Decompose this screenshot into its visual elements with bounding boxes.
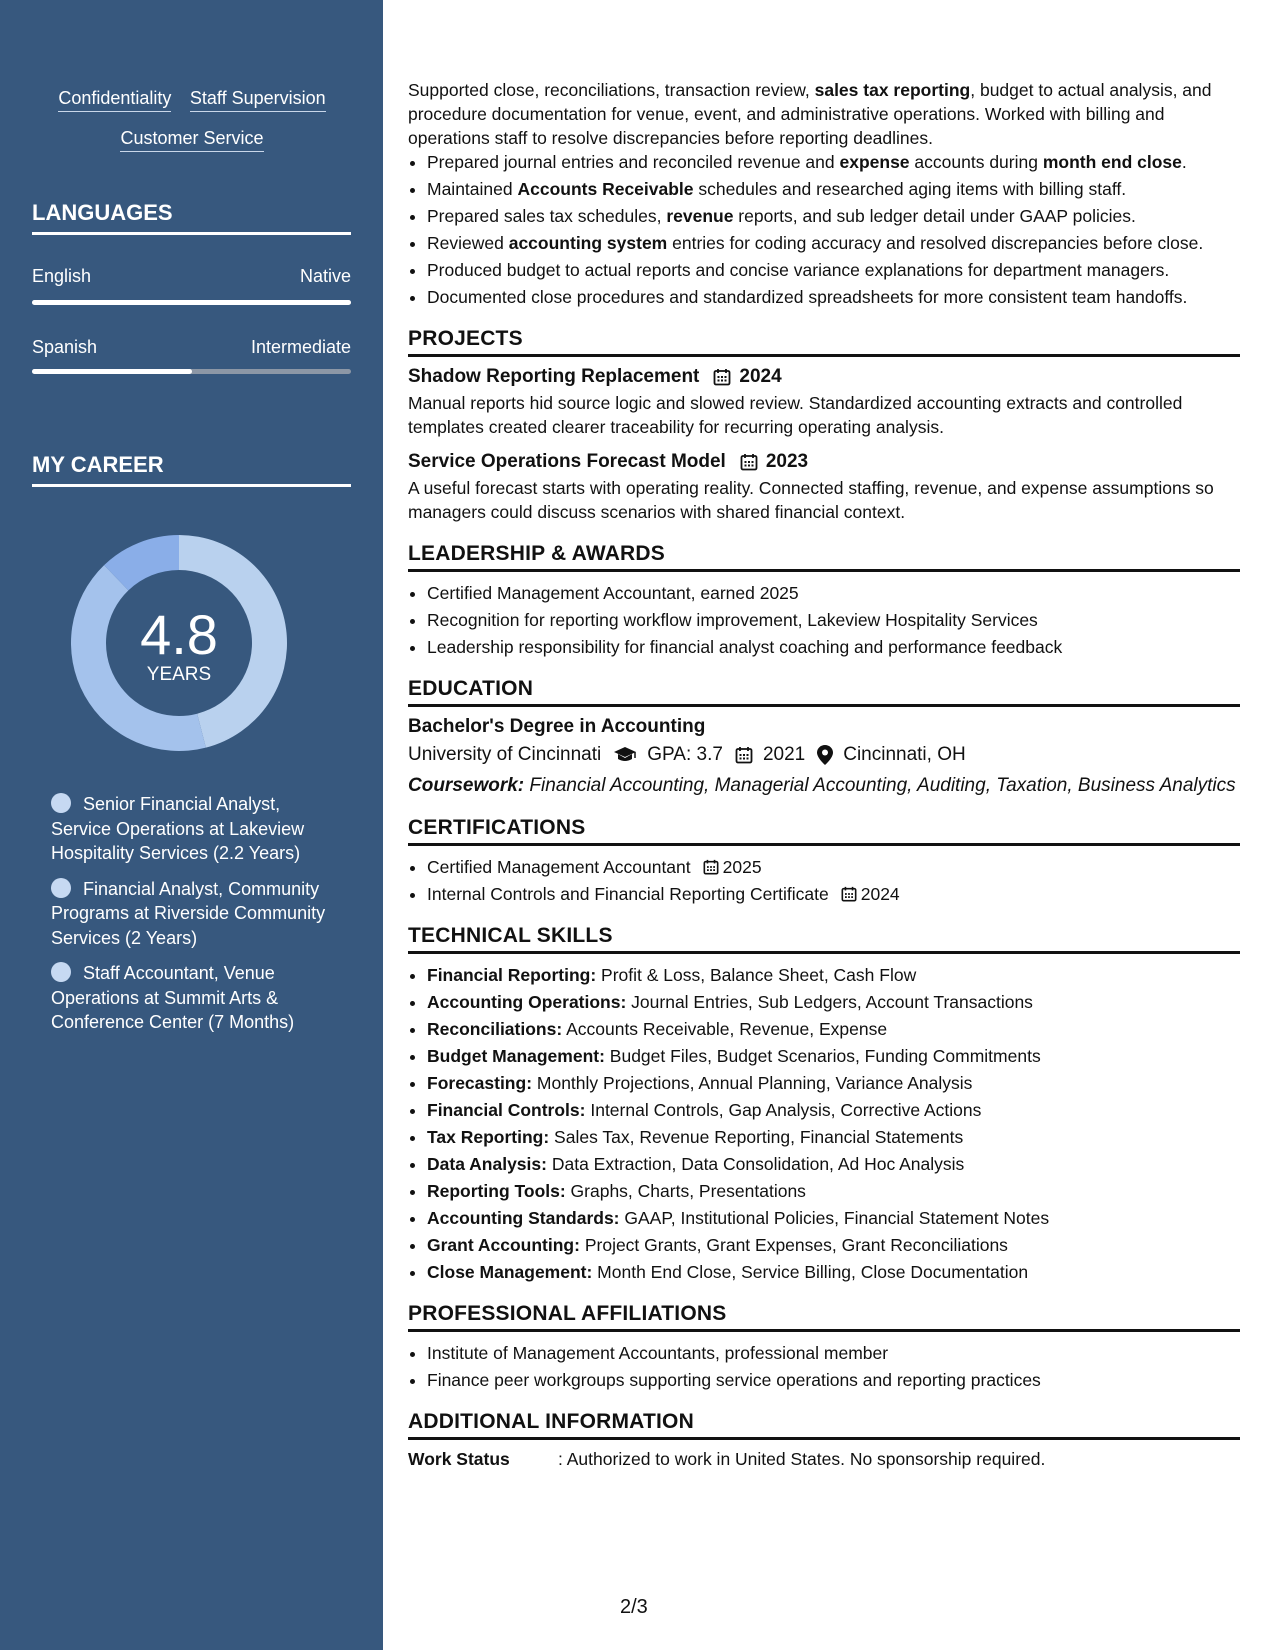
list-item: • Financial Reporting: Profit & Loss, Balance Sheet, Cash Flow [427,963,1240,987]
calendar-icon [713,368,731,386]
main-content [408,78,1240,1470]
additional-info-heading: ADDITIONAL INFORMATION [408,1410,1240,1440]
leadership-heading: LEADERSHIP & AWARDS [408,542,1240,572]
language-bar-fill [32,300,351,305]
list-item: • Internal Controls and Financial Reporting Certificate 2024 [427,882,1240,906]
calendar-icon [735,746,753,764]
technical-skills-heading: TECHNICAL SKILLS [408,924,1240,954]
graduation-year: 2021 [762,744,806,765]
language-name: English [32,266,92,286]
work-status-value: : Authorized to work in United States. No sponsorship required. [558,1449,1046,1469]
list-item: • Certified Management Accountant, earned 2025 [427,581,1240,605]
language-name: Spanish [32,337,98,357]
career-donut [66,530,292,756]
education-heading: EDUCATION [408,677,1240,707]
leadership-list [408,581,1240,659]
skill-tags [32,88,352,168]
list-item: • Close Management: Month End Close, Service Billing, Close Documentation [427,1260,1240,1284]
language-level: Native [299,266,351,286]
list-item: • Reporting Tools: Graphs, Charts, Presentations [427,1179,1240,1203]
career-heading: MY CAREER [32,452,351,487]
list-item: • Reconciliations: Accounts Receivable, Revenue, Expense [427,1017,1240,1041]
certifications-list [408,855,1240,906]
calendar-icon [703,859,719,875]
affiliations-list [408,1341,1240,1392]
career-total-unit: YEARS [146,664,212,685]
list-item: • Tax Reporting: Sales Tax, Revenue Reporting, Financial Statements [427,1125,1240,1149]
languages-heading: LANGUAGES [32,200,351,235]
sidebar [0,0,383,1650]
list-item: • Leadership responsibility for financial analyst coaching and performance feedback [427,635,1240,659]
list-item: • Maintained Accounts Receivable schedules and researched aging items with billing staff. [427,177,1240,201]
coursework: Coursework: Financial Accounting, Managerial Accounting, Auditing, Taxation, Business Analytics [408,775,1236,796]
project-title: Shadow Reporting Replacement 2024 [408,366,782,387]
project-description: A useful forecast starts with operating reality. Connected staffing, revenue, and expense assumptions so managers could discuss scenarios with shared financial context. [408,478,1214,522]
language-row [32,337,351,358]
experience-intro: Supported close, reconciliations, transaction review, sales tax reporting, budget to actual analysis, and procedure documentation for venue, event, and administrative operations. Worked with billing and operations staff to resolve discrepancies before reporting deadlines. [408,80,1212,148]
language-bar [32,369,351,374]
project-year: 2024 [739,366,782,387]
list-item: • Certified Management Accountant 2025 [427,855,1240,879]
bullet-dot-icon [51,962,71,982]
location-pin-icon [817,745,833,765]
experience-bullets [408,150,1240,309]
location: Cincinnati, OH [843,744,966,765]
projects-heading: PROJECTS [408,327,1240,357]
list-item: • Data Analysis: Data Extraction, Data Consolidation, Ad Hoc Analysis [427,1152,1240,1176]
graduation-cap-icon [613,746,637,764]
list-item: • Finance peer workgroups supporting service operations and reporting practices [427,1368,1240,1392]
list-item: • Documented close procedures and standardized spreadsheets for more consistent team handoffs. [427,285,1240,309]
list-item: • Accounting Standards: GAAP, Institutional Policies, Financial Statement Notes [427,1206,1240,1230]
language-row [32,266,351,287]
skill-tag: Confidentiality [58,88,171,112]
skill-tag: Staff Supervision [190,88,326,112]
career-total-value: 4.8 [140,603,218,666]
list-item: • Grant Accounting: Project Grants, Grant Expenses, Grant Reconciliations [427,1233,1240,1257]
affiliations-heading: PROFESSIONAL AFFILIATIONS [408,1302,1240,1332]
list-item: • Prepared sales tax schedules, revenue reports, and sub ledger detail under GAAP policies. [427,204,1240,228]
list-item: • Budget Management: Budget Files, Budget Scenarios, Funding Commitments [427,1044,1240,1068]
list-item: • Recognition for reporting workflow improvement, Lakeview Hospitality Services [427,608,1240,632]
project-year: 2023 [765,451,809,472]
degree-title: Bachelor's Degree in Accounting [408,716,706,737]
certifications-heading: CERTIFICATIONS [408,816,1240,846]
project-description: Manual reports hid source logic and slowed review. Standardized accounting extracts and controlled templates created clearer traceability for recurring operating analysis. [408,393,1183,437]
bullet-dot-icon [51,793,71,813]
skill-tag: Customer Service [120,128,263,152]
language-bar-fill [32,369,192,374]
list-item: • Prepared journal entries and reconciled revenue and expense accounts during month end close. [427,150,1240,174]
list-item: • Produced budget to actual reports and concise variance explanations for department managers. [427,258,1240,282]
project-title: Service Operations Forecast Model 2023 [408,451,809,472]
language-bar [32,300,351,305]
career-item: Staff Accountant, Venue Operations at Summit Arts & Conference Center (7 Months) [51,963,295,1032]
gpa: GPA: 3.7 [647,744,723,765]
list-item: • Accounting Operations: Journal Entries, Sub Ledgers, Account Transactions [427,990,1240,1014]
education-details [408,744,1240,766]
page-number: 2/3 [620,1596,648,1618]
list-item: • Forecasting: Monthly Projections, Annual Planning, Variance Analysis [427,1071,1240,1095]
list-item: • Reviewed accounting system entries for coding accuracy and resolved discrepancies before close. [427,231,1240,255]
bullet-dot-icon [51,878,71,898]
school-name: University of Cincinnati [408,744,602,765]
calendar-icon [740,453,758,471]
work-status-row [408,1449,1240,1470]
work-status-label: Work Status [408,1449,510,1469]
career-item: Senior Financial Analyst, Service Operations at Lakeview Hospitality Services (2.2 Years) [51,794,305,863]
career-item: Financial Analyst, Community Programs at Riverside Community Services (2 Years) [51,878,326,948]
technical-skills-list [408,963,1240,1284]
list-item: • Institute of Management Accountants, professional member [427,1341,1240,1365]
list-item: • Financial Controls: Internal Controls, Gap Analysis, Corrective Actions [427,1098,1240,1122]
career-list [51,792,341,1046]
calendar-icon [841,886,857,902]
language-level: Intermediate [250,337,351,357]
